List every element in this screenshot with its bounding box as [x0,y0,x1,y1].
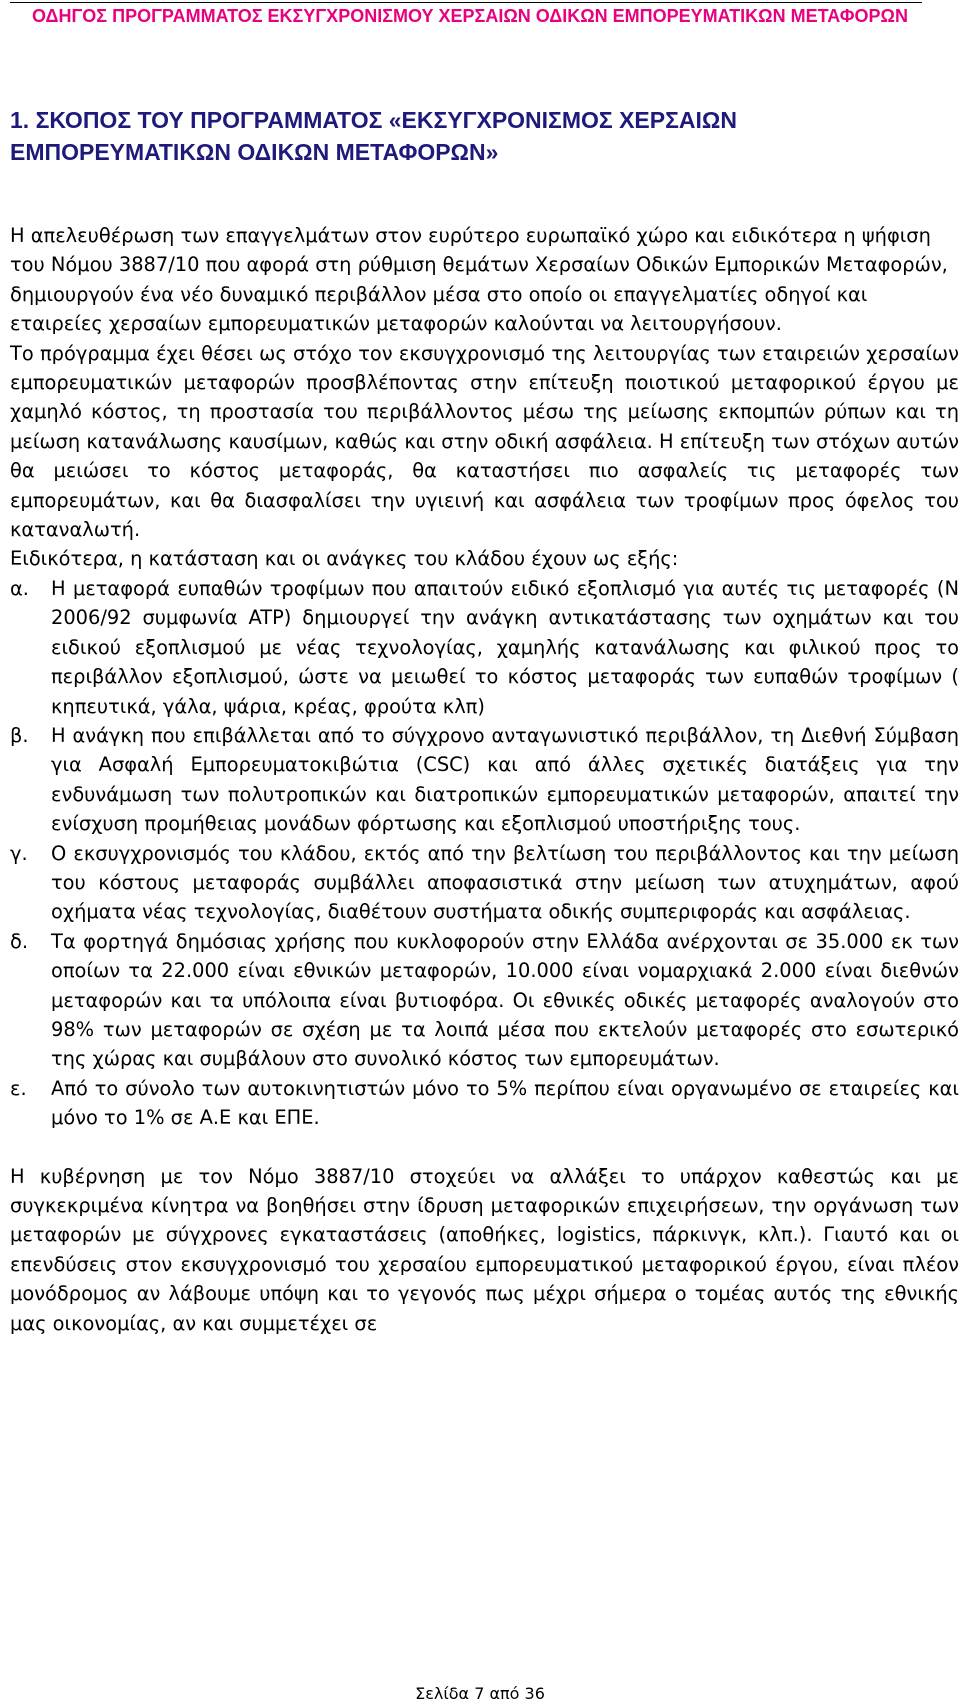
list-marker: δ. [10,929,29,953]
list-item-text: Η μεταφορά ευπαθών τροφίμων που απαιτούν ειδικό εξοπλισμό για αυτές τις μεταφορές (Ν 2006/92 συμφωνία ATP) δημιουργεί την ανάγκη αντικατάστασης των οχημάτων και του ειδικού εξοπλισμού με νέας τεχνολογίας, χαμηλής κατανάλωσης και φιλικού προς το περιβάλλον εξοπλισμού, ώστε να μειωθεί το κόστος μεταφοράς των ευπαθών τροφίμων ( κηπευτικά, γάλα, ψάρια, κρέας, φρούτα κλπ) [51,576,959,718]
list-item-text: Τα φορτηγά δημόσιας χρήσης που κυκλοφορούν στην Ελλάδα ανέρχονται σε 35.000 εκ των οποίων τα 22.000 είναι εθνικών μεταφορών, 10.000 είναι νομαρχιακά 2.000 είναι διεθνών μεταφορών και τα υπόλοιπα είναι βυτιοφόρα. Οι εθνικές οδικές μεταφορές αναλογούν στο 98% των μεταφορών σε σχέση με τα λοιπά μέσα που εκτελούν μεταφορές στο εσωτερικό της χώρας και συμβάλουν στο συνολικό κόστος των εμπορευμάτων. [51,929,959,1071]
list-item [10,927,959,1074]
list-item [10,574,959,721]
list-marker: γ. [10,841,28,865]
list-item-text: Ο εκσυγχρονισμός του κλάδου, εκτός από την βελτίωση του περιβάλλοντος και την μείωση του κόστους μεταφοράς συμβάλλει αποφασιστικά στην μείωση των ατυχημάτων, αφού οχήματα νέας τεχνολογίας, διαθέτουν συστήματα οδικής συμπεριφοράς και ασφάλειας. [51,841,959,924]
list-item [10,839,959,927]
header-rule [10,2,922,3]
list-marker: β. [10,723,29,747]
needs-list [10,574,959,1133]
list-marker: α. [10,576,29,600]
intro-paragraph: Η απελευθέρωση των επαγγελμάτων στον ευρύτερο ευρωπαϊκό χώρο και ειδικότερα η ψήφιση του Νόμου 3887/10 που αφορά στη ρύθμιση θεμάτων Χερσαίων Οδικών Εμπορικών Μεταφορών, δημιουργούν ένα νέο δυναμικό περιβάλλον μέσα στο οποίο οι επαγγελματίες οδηγοί και εταιρείες χερσαίων εμπορευματικών μεταφορών καλούνται να λειτουργήσουν. [10,224,948,336]
running-header: ΟΔΗΓΟΣ ΠΡΟΓΡΑΜΜΑΤΟΣ ΕΚΣΥΓΧΡΟΝΙΣΜΟΥ ΧΕΡΣΑΙΩΝ ΟΔΙΚΩΝ ΕΜΠΟΡΕΥΜΑΤΙΚΩΝ ΜΕΤΑΦΟΡΩΝ [32,6,908,26]
body-text [10,221,959,1338]
needs-lead-in: Ειδικότερα, η κατάσταση και οι ανάγκες του κλάδου έχουν ως εξής: [10,547,679,571]
page-number: Σελίδα 7 από 36 [415,1684,545,1703]
list-item [10,1074,959,1133]
program-goal-paragraph: Το πρόγραμμα έχει θέσει ως στόχο τον εκσυγχρονισμό της λειτουργίας των εταιρειών χερσαίων εμπορευματικών μεταφορών προσβλέποντας στην επίτευξη ποιοτικού μεταφορικού έργου με χαμηλό κόστος, τη προστασία του περιβάλλοντος μέσω της μείωσης εκπομπών ρύπων και τη μείωση κατανάλωσης καυσίμων, καθώς και στην οδική ασφάλεια. Η επίτευξη των στόχων αυτών θα μειώσει το κόστος μεταφοράς, θα καταστήσει πιο ασφαλείς τις μεταφορές των εμπορευμάτων, και θα διασφαλίσει την υγιεινή και ασφάλεια των τροφίμων προς όφελος του καταναλωτή. [10,341,959,542]
list-marker: ε. [10,1076,27,1100]
closing-paragraph: Η κυβέρνηση με τον Νόμο 3887/10 στοχεύει να αλλάξει το υπάρχον καθεστώς και με συγκεκριμένα κίνητρα να βοηθήσει στην ίδρυση μεταφορικών επιχειρήσεων, την οργάνωση των μεταφορών με σύγχρονες εγκαταστάσεις (αποθήκες, logistics, πάρκινγκ, κλπ.). Γιαυτό και οι επενδύσεις στον εκσυγχρονισμό του χερσαίου εμπορευματικού μεταφορικού έργου, είναι πλέον μονόδρομος αν λάβουμε υπόψη και το γεγονός πως μέχρι σήμερα ο τομέας αυτός της εθνικής μας οικονομίας, αν και συμμετέχει σε [10,1164,959,1335]
section-heading: 1. ΣΚΟΠΟΣ ΤΟΥ ΠΡΟΓΡΑΜΜΑΤΟΣ «ΕΚΣΥΓΧΡΟΝΙΣΜΟΣ ΧΕΡΣΑΙΩΝ ΕΜΠΟΡΕΥΜΑΤΙΚΩΝ ΟΔΙΚΩΝ ΜΕΤΑΦΟΡΩΝ» [10,107,737,165]
list-item-text: Από το σύνολο των αυτοκινητιστών μόνο το 5% περίπου είναι οργανωμένο σε εταιρείες και μόνο το 1% σε Α.Ε και ΕΠΕ. [51,1076,959,1130]
list-item-text: Η ανάγκη που επιβάλλεται από το σύγχρονο ανταγωνιστικό περιβάλλον, τη Διεθνή Σύμβαση για Ασφαλή Εμπορευματοκιβώτια (CSC) και από άλλες σχετικές διατάξεις για την ενδυνάμωση των πολυτροπικών και διατροπικών εμπορευματικών μεταφορών, απαιτεί την ενίσχυση προμήθειας μονάδων φόρτωσης και εξοπλισμού υποστήριξης τους. [51,723,959,836]
list-item [10,721,959,839]
